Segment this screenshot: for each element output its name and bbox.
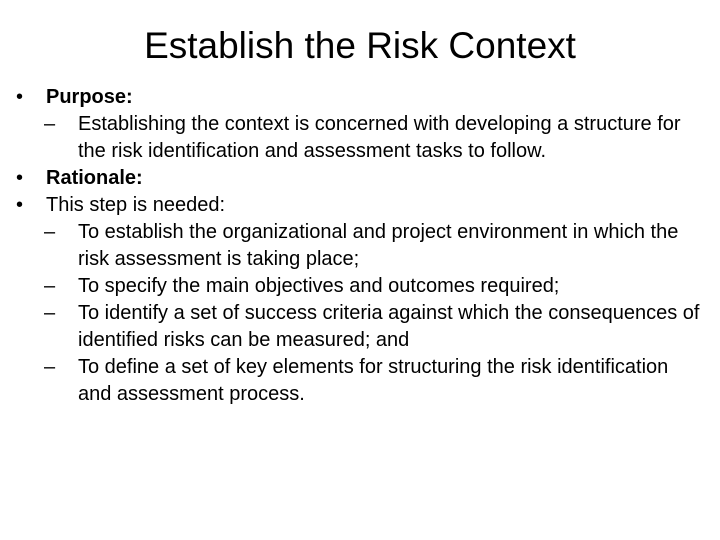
bullet-item-step-needed	[16, 192, 706, 219]
sub-bullet-item	[16, 354, 706, 408]
bullet-marker: •	[16, 86, 24, 108]
bullet-marker: •	[16, 194, 24, 216]
dash-marker: –	[44, 356, 56, 378]
sub-bullet-item	[16, 219, 706, 273]
slide-body	[16, 84, 706, 408]
sub-bullet-text: Establishing the context is concerned with developing a structure for the risk identification and assessment tasks to follow.	[78, 113, 681, 162]
sub-bullet-text: To identify a set of success criteria against which the consequences of identified risks can be measured; and	[78, 302, 700, 351]
bullet-text: This step is needed:	[46, 194, 225, 216]
sub-bullet-text: To specify the main objectives and outcomes required;	[78, 275, 560, 297]
bullet-item-purpose	[16, 84, 706, 111]
dash-marker: –	[44, 113, 56, 135]
dash-marker: –	[44, 302, 56, 324]
sub-bullet-item	[16, 111, 706, 165]
sub-bullet-text: To define a set of key elements for structuring the risk identification and assessment process.	[78, 356, 669, 405]
dash-marker: –	[44, 275, 56, 297]
bullet-text: Rationale:	[46, 167, 143, 189]
slide-title: Establish the Risk Context	[144, 25, 576, 66]
sub-bullet-item	[16, 273, 706, 300]
dash-marker: –	[44, 221, 56, 243]
sub-bullet-item	[16, 300, 706, 354]
bullet-text: Purpose:	[46, 86, 133, 108]
bullet-marker: •	[16, 167, 24, 189]
sub-bullet-text: To establish the organizational and project environment in which the risk assessment is taking place;	[78, 221, 679, 270]
bullet-item-rationale	[16, 165, 706, 192]
